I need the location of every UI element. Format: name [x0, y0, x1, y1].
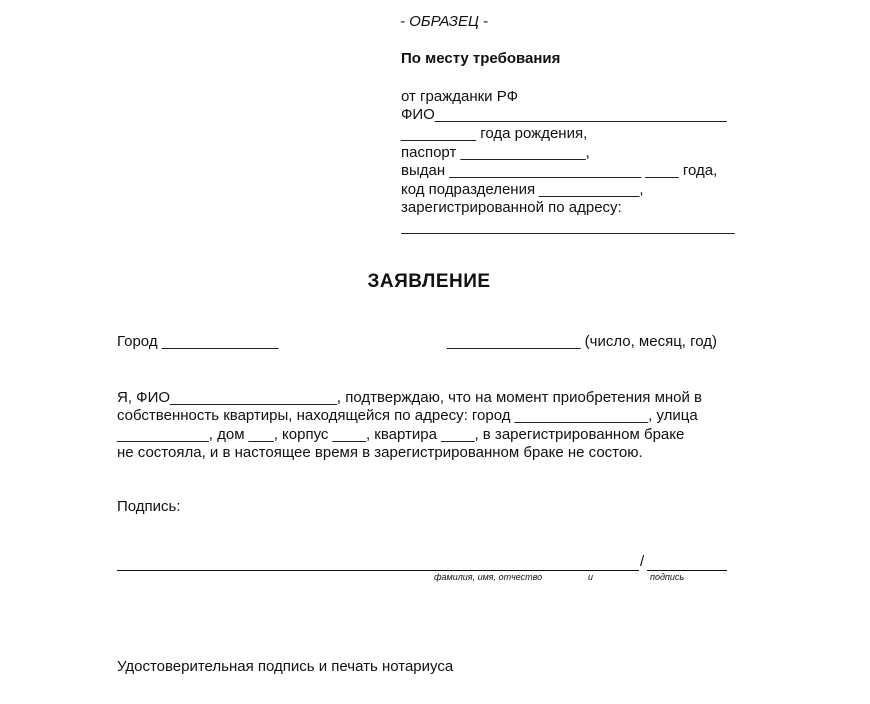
caption-full-name: фамилия, имя, отчество [434, 572, 543, 582]
name-line: ФИО___________________________________ [401, 106, 727, 123]
signature-line [647, 570, 727, 571]
birth-line: _________ года рождения, [401, 125, 588, 142]
issued-line: выдан _______________________ ____ года, [401, 162, 718, 179]
passport-line: паспорт _______________, [401, 144, 590, 161]
caption-signature: подпись [650, 572, 685, 582]
signature-label: Подпись: [117, 498, 181, 515]
statement-line: собственность квартиры, находящейся по адресу: город ________________, улица [117, 407, 698, 424]
city-field: Город ______________ [117, 333, 279, 350]
statement-line: не состояла, и в настоящее время в зарегистрированном браке не состою. [117, 444, 643, 461]
statement-line: ___________, дом ___, корпус ____, квартира ____, в зарегистрированном браке [117, 426, 685, 443]
addressee: По месту требования [401, 50, 561, 67]
document-title: ЗАЯВЛЕНИЕ [367, 271, 491, 292]
sample-label: - ОБРАЗЕЦ - [400, 13, 489, 30]
from-line: от гражданки РФ [401, 88, 518, 105]
signature-slash: / [640, 553, 645, 570]
address-line: зарегистрированной по адресу: [401, 199, 622, 216]
caption-and: и [588, 572, 594, 582]
statement-line: Я, ФИО____________________, подтверждаю, что на момент приобретения мной в [117, 389, 703, 406]
date-field: ________________ (число, месяц, год) [447, 333, 718, 350]
notary-certification: Удостоверительная подпись и печать нотариуса [117, 658, 454, 675]
name-signature-line [117, 570, 639, 571]
address-blank: ________________________________________ [401, 218, 735, 235]
department-code-line: код подразделения ____________, [401, 181, 644, 198]
